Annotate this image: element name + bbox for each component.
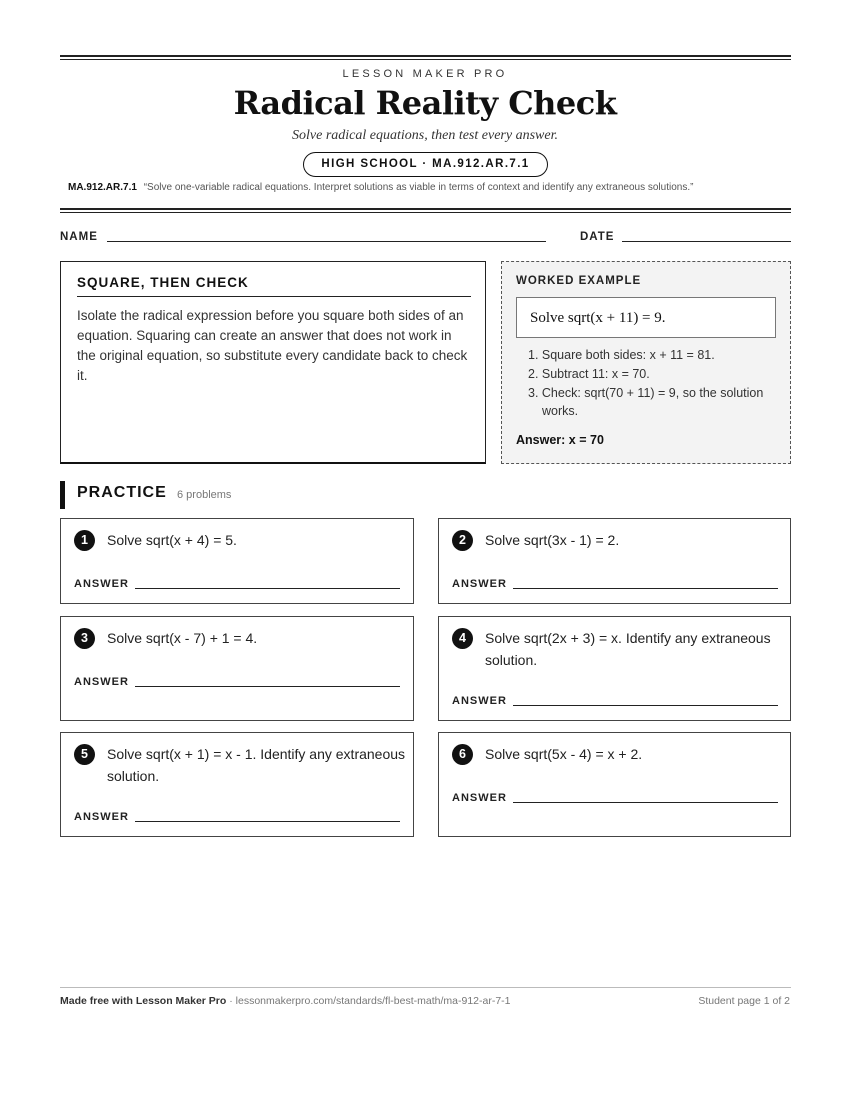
concept-box (60, 261, 486, 464)
answer-field-4[interactable] (513, 705, 778, 706)
problem-number-badge: 2 (452, 530, 473, 551)
problem-card-2 (438, 518, 791, 604)
brand-label: LESSON MAKER PRO (342, 68, 508, 80)
footer-url[interactable]: · lessonmakerpro.com/standards/fl-best-math/ma-912-ar-7-1 (226, 995, 511, 1007)
problem-text: Solve sqrt(5x - 4) = x + 2. (485, 746, 643, 762)
footer-rule (60, 987, 791, 988)
problem-number-badge: 3 (74, 628, 95, 649)
page-subtitle: Solve radical equations, then test every answer. (292, 128, 558, 143)
problem-card-5 (60, 732, 414, 837)
answer-label: ANSWER (74, 578, 129, 590)
problem-text: Solve sqrt(2x + 3) = x. Identify any extraneous solution. (485, 630, 771, 668)
problem-text: Solve sqrt(x + 1) = x - 1. Identify any extraneous solution. (107, 746, 406, 784)
practice-count: 6 problems (177, 489, 232, 501)
page-title: Radical Reality Check (233, 84, 617, 122)
problem-number-badge: 5 (74, 744, 95, 765)
worked-example-heading: WORKED EXAMPLE (516, 275, 642, 287)
grade-standard-badge: HIGH SCHOOL · MA.912.AR.7.1 (303, 152, 548, 177)
problem-text: Solve sqrt(3x - 1) = 2. (485, 532, 620, 548)
header-bottom-rule (60, 208, 791, 213)
standard-description (68, 182, 808, 193)
worked-step: 3. Check: sqrt(70 + 11) = 9, so the solution works. (528, 386, 764, 418)
name-field[interactable] (107, 241, 546, 242)
problem-card-4 (438, 616, 791, 721)
date-label: DATE (580, 231, 615, 243)
header-top-rule (60, 55, 791, 60)
worked-example-steps (516, 346, 784, 421)
answer-label: ANSWER (74, 811, 129, 823)
answer-label: ANSWER (452, 695, 507, 707)
answer-field-6[interactable] (513, 802, 778, 803)
practice-heading: PRACTICE (77, 484, 167, 501)
answer-field-3[interactable] (135, 686, 400, 687)
concept-body: Isolate the radical expression before you square both sides of an equation. Squaring can create an answer that does not work in the original equation, so substitute every candidate back to check it. (77, 308, 468, 383)
worked-example-answer: Answer: x = 70 (516, 433, 604, 447)
problem-text: Solve sqrt(x + 4) = 5. (107, 532, 237, 548)
worked-example-box (501, 261, 791, 464)
answer-label: ANSWER (74, 676, 129, 688)
answer-field-1[interactable] (135, 588, 400, 589)
concept-heading: SQUARE, THEN CHECK (77, 275, 471, 297)
footer-credit (60, 995, 511, 1007)
answer-label: ANSWER (452, 578, 507, 590)
standard-code: MA.912.AR.7.1 (68, 182, 137, 193)
answer-field-2[interactable] (513, 588, 778, 589)
answer-label: ANSWER (452, 792, 507, 804)
footer-page-number: Student page 1 of 2 (698, 995, 790, 1007)
problem-number-badge: 6 (452, 744, 473, 765)
footer-made-with: Made free with Lesson Maker Pro (60, 995, 227, 1007)
practice-accent-bar (60, 481, 65, 509)
date-field[interactable] (622, 241, 791, 242)
problem-card-6 (438, 732, 791, 837)
answer-field-5[interactable] (135, 821, 400, 822)
problem-number-badge: 1 (74, 530, 95, 551)
standard-text: “Solve one-variable radical equations. Interpret solutions as viable in terms of context and identify any extraneous solutions.” (143, 182, 694, 193)
worked-step: 1. Square both sides: x + 11 = 81. (528, 348, 715, 362)
worked-step: 2. Subtract 11: x = 70. (528, 367, 650, 381)
name-label: NAME (60, 231, 98, 243)
problem-card-1 (60, 518, 414, 604)
problem-text: Solve sqrt(x - 7) + 1 = 4. (107, 630, 258, 646)
problem-card-3 (60, 616, 414, 721)
problem-number-badge: 4 (452, 628, 473, 649)
worked-example-problem: Solve sqrt(x + 11) = 9. (516, 297, 776, 338)
